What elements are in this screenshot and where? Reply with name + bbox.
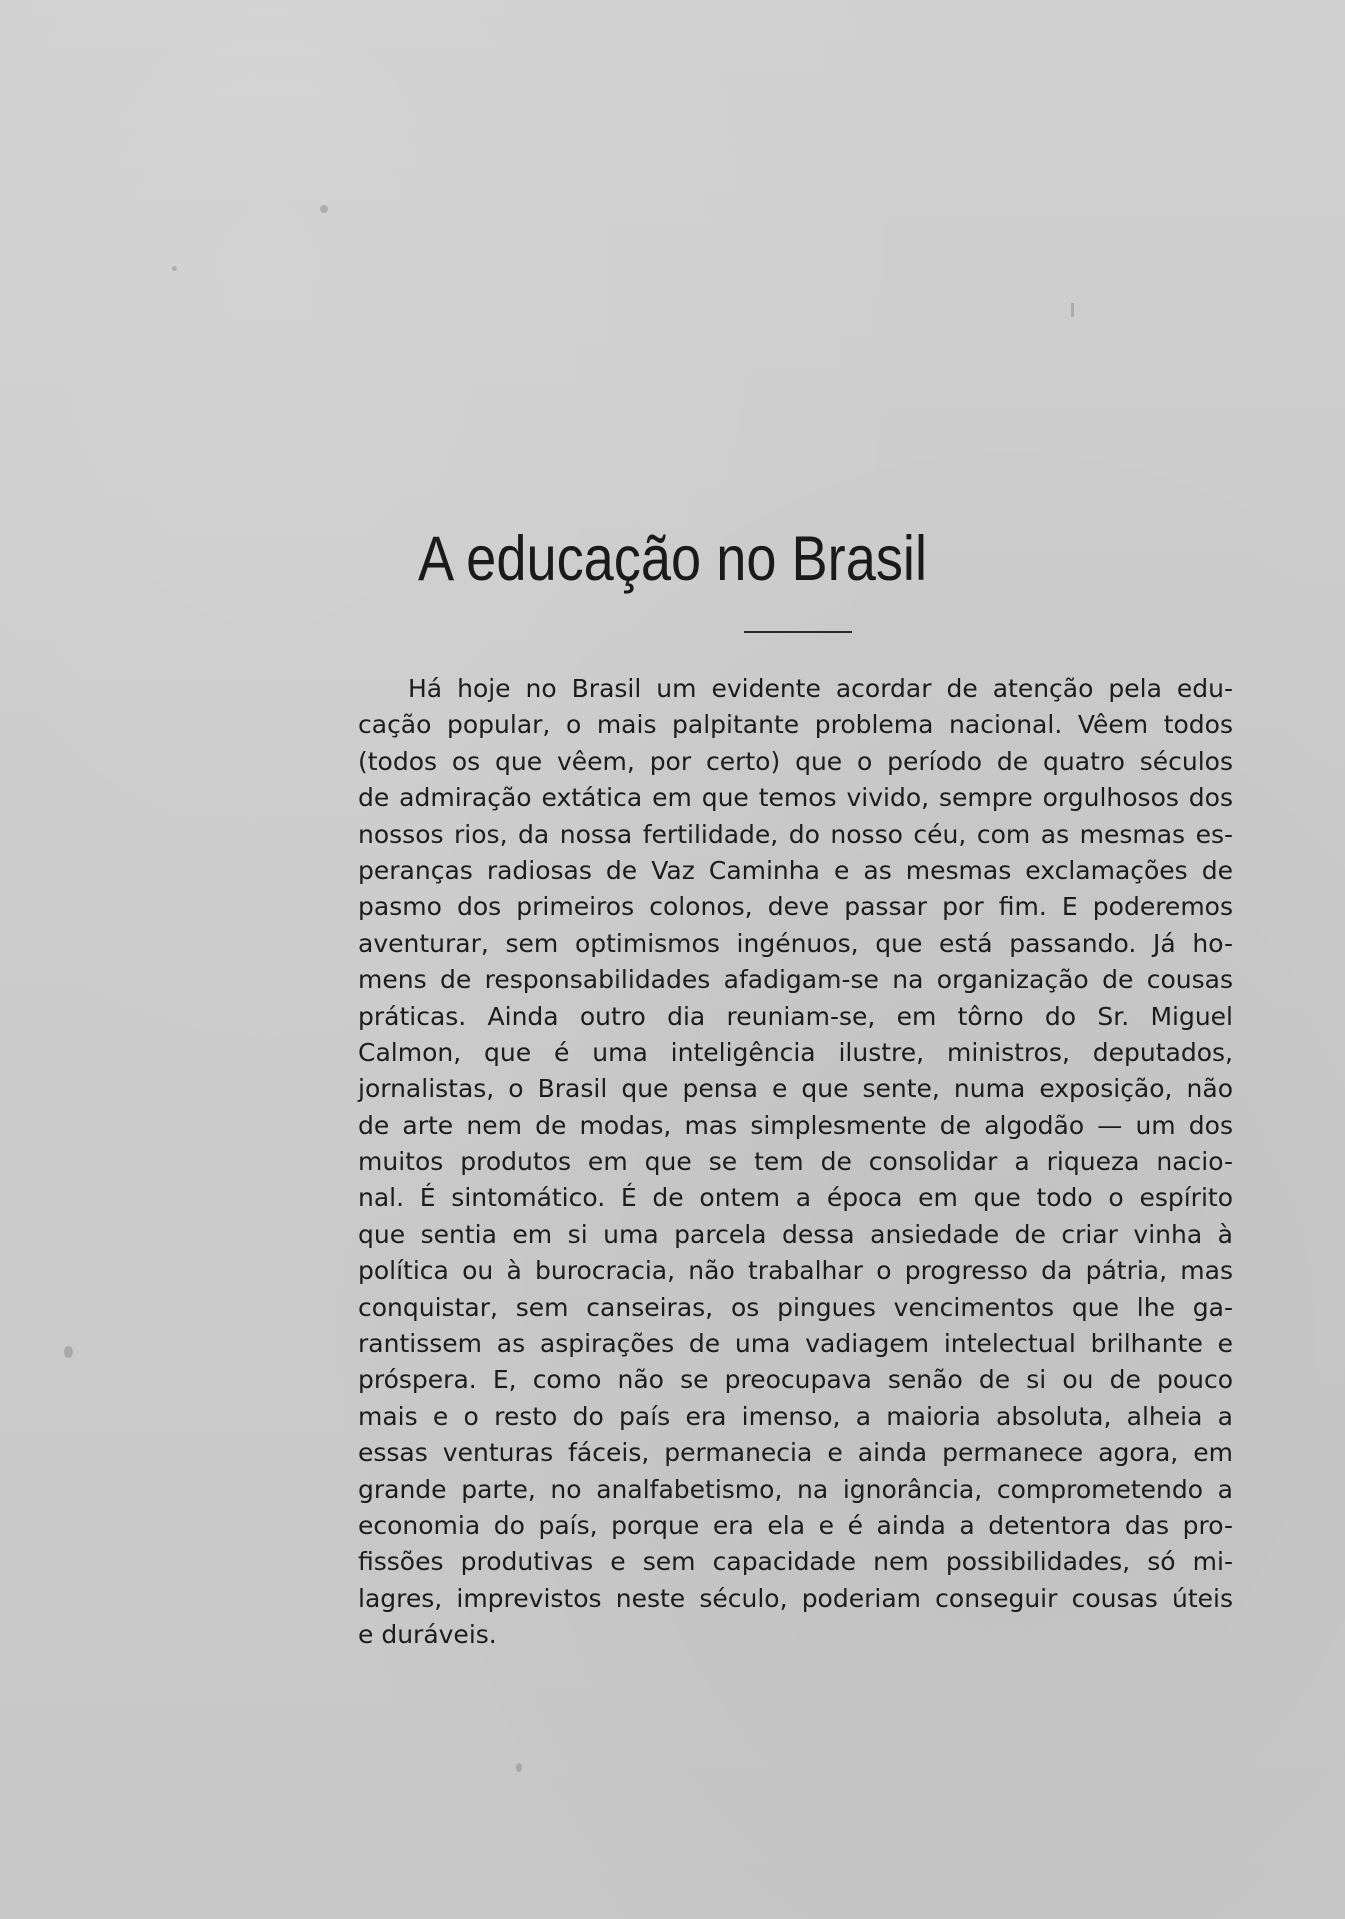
text-line: e duráveis.	[358, 1620, 497, 1650]
text-line: próspera. E, como não se preocupava senão de si ou de pouco	[358, 1365, 1233, 1395]
text-line: economia do país, porque era ela e é ainda a detentora das pro-	[358, 1510, 1233, 1540]
text-line: grande parte, no analfabetismo, na ignorância, comprometendo a	[358, 1474, 1233, 1504]
text-line: rantissem as aspirações de uma vadiagem intelectual brilhante e	[358, 1329, 1233, 1359]
text-line: (todos os que vêem, por certo) que o período de quatro séculos	[358, 746, 1233, 776]
paper-speck	[516, 1763, 522, 1772]
text-line: nal. É sintomático. É de ontem a época em que todo o espírito	[358, 1183, 1233, 1213]
text-line: Calmon, que é uma inteligência ilustre, ministros, deputados,	[358, 1037, 1233, 1067]
paper-speck	[64, 1346, 73, 1358]
text-line: essas venturas fáceis, permanecia e ainda permanece agora, em	[358, 1438, 1233, 1468]
text-line: muitos produtos em que se tem de consolidar a riqueza nacio-	[358, 1147, 1233, 1177]
page-title: A educação no Brasil	[417, 524, 928, 594]
text-line: lagres, imprevistos neste século, poderiam conseguir cousas úteis	[358, 1583, 1233, 1613]
text-line: conquistar, sem canseiras, os pingues vencimentos que lhe ga-	[358, 1292, 1233, 1322]
paper-speck	[172, 266, 177, 271]
text-line: cação popular, o mais palpitante problema nacional. Vêem todos	[358, 710, 1233, 740]
text-line: pasmo dos primeiros colonos, deve passar por fim. E poderemos	[358, 892, 1233, 922]
text-line: que sentia em si uma parcela dessa ansiedade de criar vinha à	[358, 1219, 1233, 1249]
paper-speck	[320, 205, 328, 213]
text-line: peranças radiosas de Vaz Caminha e as mesmas exclamações de	[358, 855, 1233, 885]
text-line: mens de responsabilidades afadigam-se na organização de cousas	[358, 965, 1233, 995]
text-line: Há hoje no Brasil um evidente acordar de atenção pela edu-	[408, 674, 1233, 703]
text-line: nossos rios, da nossa fertilidade, do nosso céu, com as mesmas es-	[358, 819, 1233, 849]
title-divider	[744, 631, 852, 633]
text-line: política ou à burocracia, não trabalhar o progresso da pátria, mas	[358, 1256, 1233, 1286]
text-line: aventurar, sem optimismos ingénuos, que está passando. Já ho-	[358, 928, 1233, 958]
text-line: jornalistas, o Brasil que pensa e que sente, numa exposição, não	[358, 1074, 1233, 1104]
text-line: de admiração extática em que temos vivido, sempre orgulhosos dos	[358, 783, 1233, 813]
body-paragraph	[358, 671, 1233, 1654]
paper-speck	[1071, 303, 1074, 317]
text-line: fissões produtivas e sem capacidade nem possibilidades, só mi-	[358, 1547, 1233, 1577]
text-line: mais e o resto do país era imenso, a maioria absoluta, alheia a	[358, 1401, 1233, 1431]
text-line: de arte nem de modas, mas simplesmente de algodão — um dos	[358, 1110, 1233, 1140]
text-line: práticas. Ainda outro dia reuniam-se, em tôrno do Sr. Miguel	[358, 1001, 1233, 1031]
